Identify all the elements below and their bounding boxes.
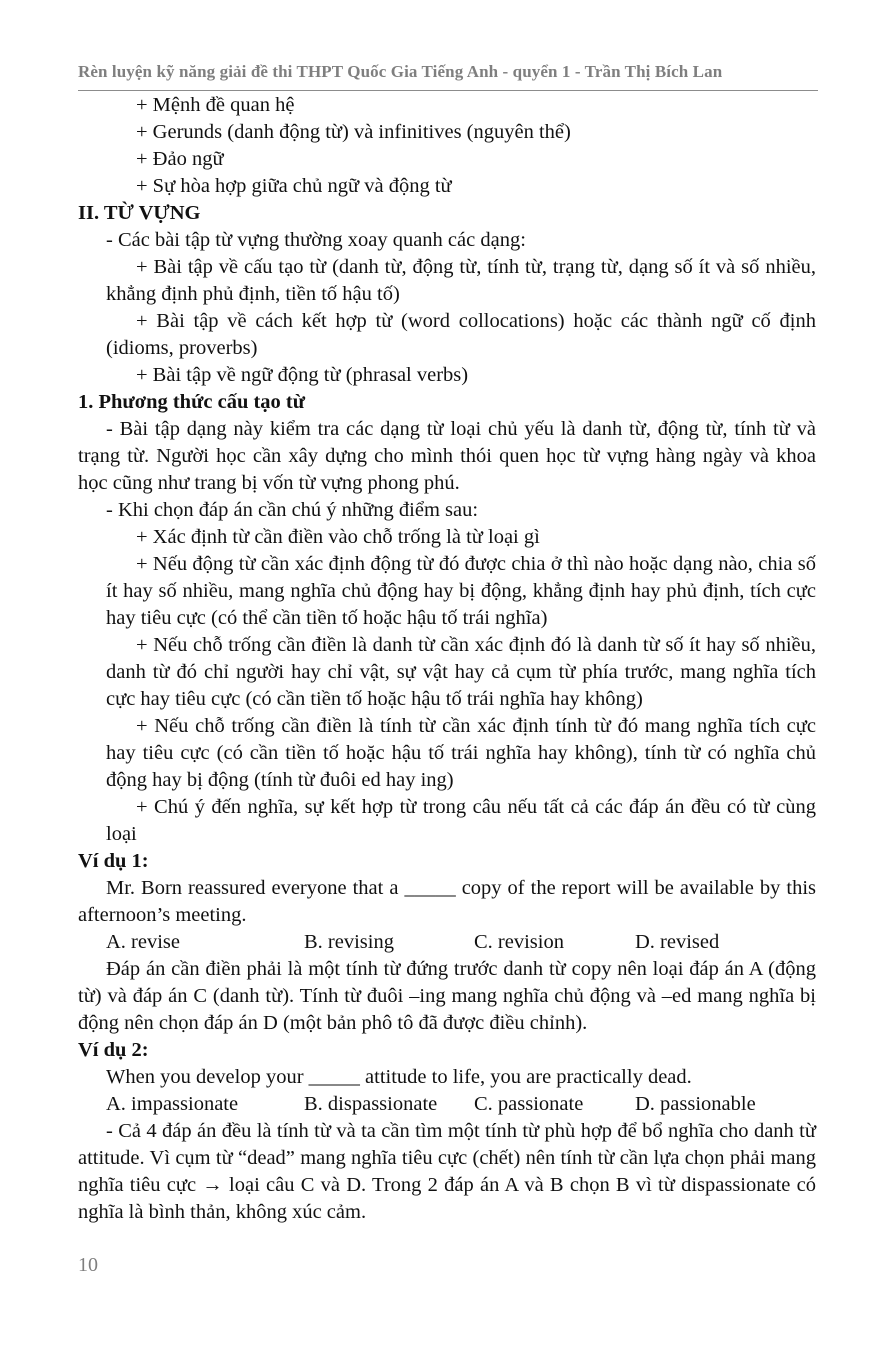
answer-options bbox=[78, 929, 816, 956]
vocab-item: + Bài tập về cách kết hợp từ (word collocations) hoặc các thành ngữ cố định (idioms, proverbs) bbox=[106, 310, 816, 359]
paragraph: - Khi chọn đáp án cần chú ý những điểm sau: bbox=[106, 499, 479, 521]
paragraph: - Bài tập dạng này kiểm tra các dạng từ loại chủ yếu là danh từ, động từ, tính từ và trạng từ. Người học cần xây dựng cho mình thói quen học từ vựng hàng ngày và khoa học cũng như trang bị vốn từ vựng phong phú. bbox=[78, 418, 816, 494]
grammar-item: + Gerunds (danh động từ) và infinitives (nguyên thể) bbox=[136, 121, 571, 143]
tip-item: + Chú ý đến nghĩa, sự kết hợp từ trong câu nếu tất cả các đáp án đều có từ cùng loại bbox=[106, 796, 816, 845]
tip-item: + Nếu động từ cần xác định động từ đó được chia ở thì nào hoặc dạng nào, chia số ít hay số nhiều, mang nghĩa chủ động hay bị động, khẳng định hay phủ định, tích cực hay tiêu cực (có thể cần tiền tố hoặc hậu tố trái nghĩa) bbox=[106, 553, 816, 629]
explanation: - Cả 4 đáp án đều là tính từ và ta cần tìm một tính từ phù hợp để bổ nghĩa cho danh từ attitude. Vì cụm từ “dead” mang nghĩa tiêu cực (chết) nên tính từ cần lựa chọn phải mang nghĩa tiêu cực → loại câu C và D. Trong 2 đáp án A và B chọn B vì từ dispassionate có nghĩa là bình thản, không xúc cảm. bbox=[78, 1120, 816, 1223]
header-divider bbox=[78, 90, 818, 91]
grammar-item: + Đảo ngữ bbox=[136, 148, 224, 170]
answer-option: C. passionate bbox=[474, 1093, 584, 1115]
grammar-item: + Sự hòa hợp giữa chủ ngữ và động từ bbox=[136, 175, 452, 197]
answer-option: C. revision bbox=[474, 931, 564, 953]
tip-item: + Nếu chỗ trống cần điền là danh từ cần xác định đó là danh từ số ít hay số nhiều, danh từ đó chỉ người hay chỉ vật, sự vật hay cả cụm từ phía trước, mang nghĩa tích cực hay tiêu cực (có cần tiền tố hoặc hậu tố trái nghĩa hay không) bbox=[106, 634, 816, 710]
page-body bbox=[78, 92, 816, 1226]
example-question: When you develop your _____ attitude to life, you are practically dead. bbox=[106, 1066, 692, 1088]
page-number: 10 bbox=[78, 1254, 98, 1276]
grammar-item: + Mệnh đề quan hệ bbox=[136, 94, 295, 116]
example-label: Ví dụ 1: bbox=[78, 850, 149, 872]
running-header: Rèn luyện kỹ năng giải đề thi THPT Quốc Gia Tiếng Anh - quyển 1 - Trần Thị Bích Lan bbox=[78, 62, 723, 81]
vocab-item: + Bài tập về cấu tạo từ (danh từ, động từ, tính từ, trạng từ, dạng số ít và số nhiều, khẳng định phủ định, tiền tố hậu tố) bbox=[106, 256, 816, 305]
answer-option: B. revising bbox=[304, 931, 394, 953]
section-heading: II. TỪ VỰNG bbox=[78, 202, 201, 224]
answer-option: B. dispassionate bbox=[304, 1093, 438, 1115]
example-label: Ví dụ 2: bbox=[78, 1039, 149, 1061]
answer-option: D. revised bbox=[635, 931, 720, 953]
answer-option: A. revise bbox=[106, 931, 181, 953]
explanation: Đáp án cần điền phải là một tính từ đứng trước danh từ copy nên loại đáp án A (động từ) và đáp án C (danh từ). Tính từ đuôi –ing mang nghĩa chủ động và –ed mang nghĩa bị động nên chọn đáp án D (một bản phô tô đã được điều chỉnh). bbox=[78, 958, 816, 1034]
answer-options bbox=[78, 1091, 816, 1118]
vocab-item: + Bài tập về ngữ động từ (phrasal verbs) bbox=[136, 364, 469, 386]
tip-item: + Xác định từ cần điền vào chỗ trống là từ loại gì bbox=[136, 526, 540, 548]
answer-option: D. passionable bbox=[635, 1093, 756, 1115]
answer-option: A. impassionate bbox=[106, 1093, 239, 1115]
tip-item: + Nếu chỗ trống cần điền là tính từ cần xác định tính từ đó mang nghĩa tích cực hay tiêu cực (có cần tiền tố hoặc hậu tố trái nghĩa hay không), tính từ có nghĩa chủ động hay bị động (tính từ đuôi ed hay ing) bbox=[106, 715, 816, 791]
example-question: Mr. Born reassured everyone that a _____ copy of the report will be available by this afternoon’s meeting. bbox=[78, 877, 816, 926]
vocab-intro: - Các bài tập từ vựng thường xoay quanh các dạng: bbox=[106, 229, 526, 251]
subsection-heading: 1. Phương thức cấu tạo từ bbox=[78, 391, 306, 413]
